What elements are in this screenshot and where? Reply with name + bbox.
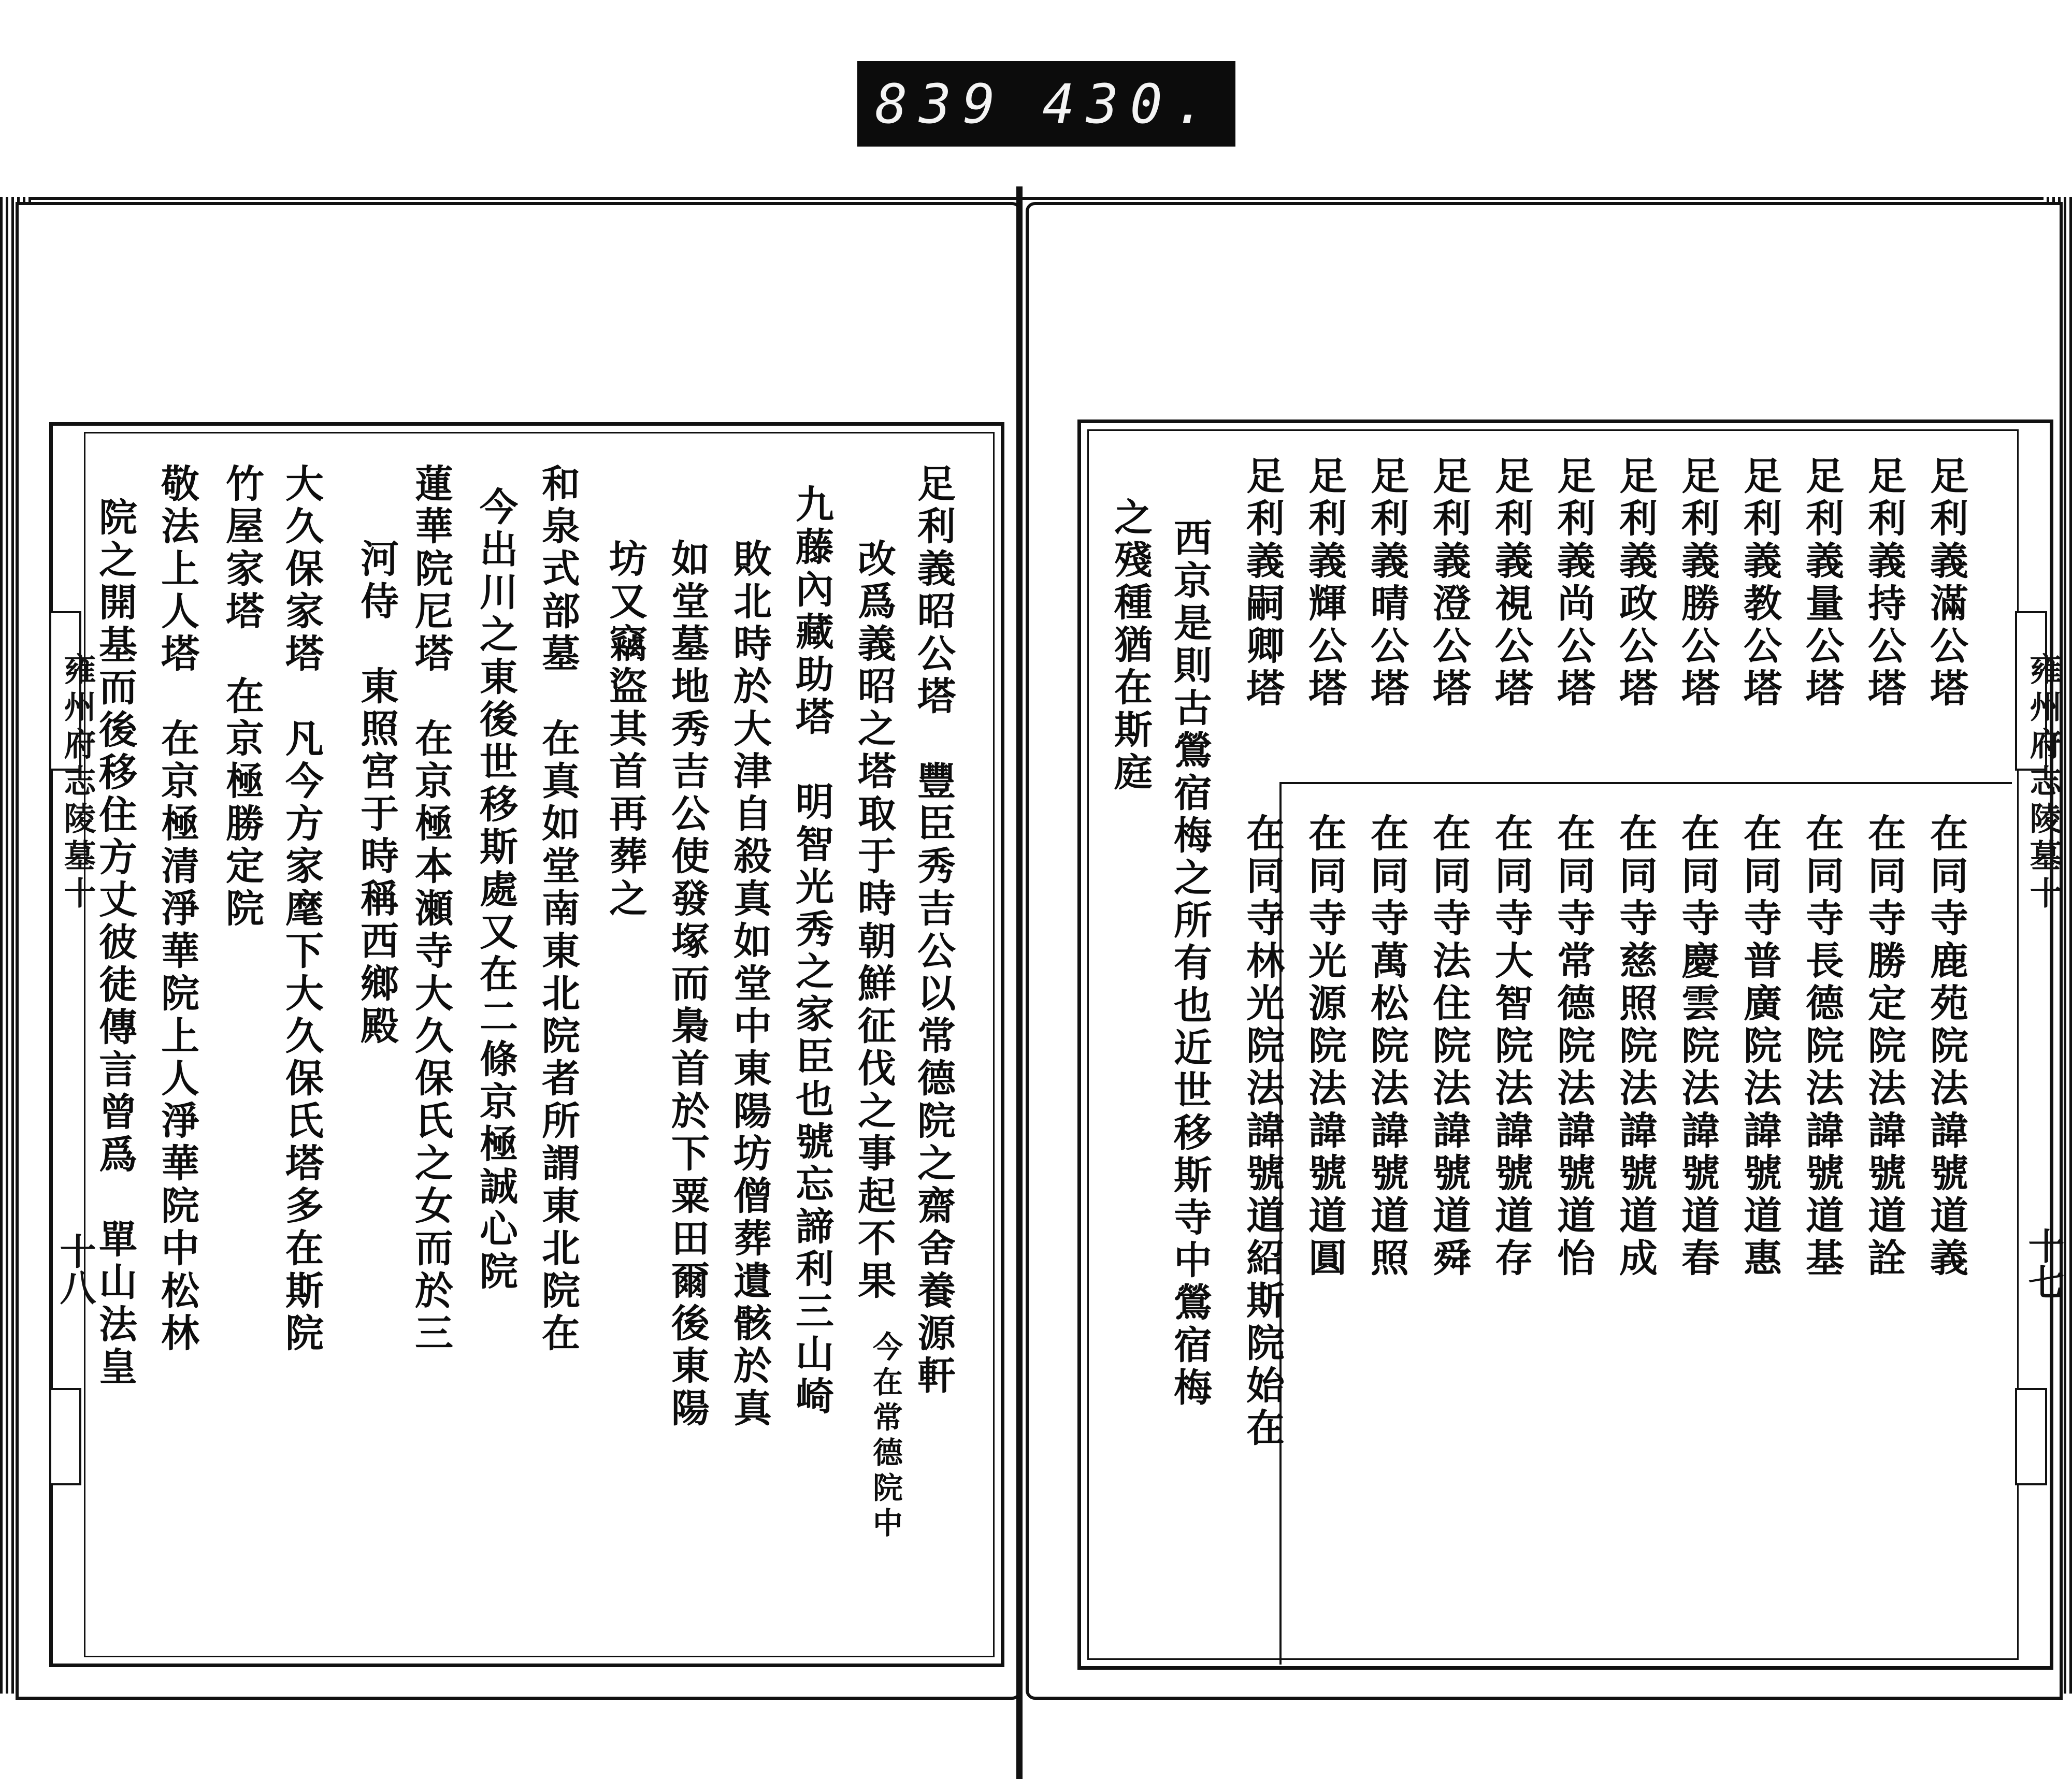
right-lower-column-10: 在同寺萬松院法諱號道照 (1364, 813, 1409, 1280)
right-lower-column-11: 在同寺光源院法諱號道圓 (1302, 813, 1347, 1280)
right-lower-column-6: 在同寺慈照院法諱號道成 (1613, 813, 1658, 1280)
right-column-6: 足利義政公塔 (1613, 456, 1658, 711)
right-lower-column-2: 在同寺勝定院法諱號道詮 (1862, 813, 1906, 1280)
left-folio-number: 十八 (54, 1233, 97, 1305)
left-lower-fishtail-mark (49, 1388, 81, 1485)
right-lower-column-12: 在同寺林光院法諱號道紹斯院始在 (1240, 813, 1285, 1450)
right-column-1: 足利義滿公塔 (1924, 456, 1968, 711)
right-column-2: 足利義持公塔 (1862, 456, 1906, 711)
right-lower-column-1: 在同寺鹿苑院法諱號道義 (1924, 813, 1968, 1280)
left-column-14: 院之開基而後移住方丈彼徒傳言曾爲 單山法皇 (93, 497, 137, 1389)
left-column-5: 如堂墓地秀吉公使發塚而梟首於下粟田爾後東陽 (665, 539, 710, 1430)
right-lower-column-7: 在同寺常德院法諱號道怡 (1551, 813, 1595, 1280)
left-column-10: 河侍 東照宮于時稱西鄉殿 (354, 539, 399, 1048)
book-spine (1016, 186, 1023, 1779)
catalog-label-plate (857, 61, 1235, 147)
right-column-4: 足利義教公塔 (1737, 456, 1782, 711)
right-lower-fishtail-mark (2015, 1388, 2047, 1485)
left-column-7: 和泉式部墓 在真如堂南東北院者所謂東北院在 (536, 464, 580, 1355)
right-column-10: 足利義晴公塔 (1364, 456, 1409, 711)
left-column-11: 大久保家塔 凡今方家麾下大久保氏塔多在斯院 (279, 464, 324, 1355)
right-lower-column-3: 在同寺長德院法諱號道基 (1800, 813, 1844, 1280)
right-lower-column-4: 在同寺普廣院法諱號道惠 (1737, 813, 1782, 1280)
right-lower-column-8: 在同寺大智院法諱號道存 (1489, 813, 1533, 1280)
right-column-3: 足利義量公塔 (1800, 456, 1844, 711)
left-margin-title: 雍州府志陵墓十 (59, 653, 96, 914)
right-column-13: 西京是則古鶯宿梅之所有也近世移斯寺中鶯宿梅 (1168, 518, 1212, 1410)
right-lower-column-9: 在同寺法住院法諱號道舜 (1427, 813, 1471, 1280)
catalog-number-left: 839 (875, 72, 1007, 136)
book-top-edge (0, 197, 2072, 200)
left-column-4: 敗北時於大津自殺真如堂中東陽坊僧葬遺骸於真 (727, 539, 772, 1430)
right-column-11: 足利義輝公塔 (1302, 456, 1347, 711)
catalog-number-right: 430. (1042, 72, 1218, 136)
right-folio-number: 十七 (2022, 1227, 2065, 1300)
left-column-9: 蓮華院尼塔 在京極本瀬寺大久保氏之女而於三 (409, 464, 453, 1355)
left-column-2-note: 今在常德院中 (868, 1331, 903, 1542)
right-column-9: 足利義澄公塔 (1427, 456, 1471, 711)
right-column-14: 之殘種猶在斯庭 (1108, 497, 1153, 794)
left-column-12: 竹屋家塔 在京極勝定院 (220, 464, 264, 931)
right-column-8: 足利義視公塔 (1489, 456, 1533, 711)
left-column-2: 改爲義昭之塔取于時朝鮮征伐之事起不果 (852, 539, 896, 1303)
right-column-5: 足利義勝公塔 (1675, 456, 1720, 711)
left-column-13: 敬法上人塔 在京極清淨華院上人淨華院中松林 (155, 464, 199, 1355)
right-margin-title: 雍州府志陵墓十 (2024, 653, 2062, 914)
right-lower-column-5: 在同寺慶雲院法諱號道春 (1675, 813, 1720, 1280)
left-column-3: 九藤內藏助塔 明智光秀之家臣也號忘諦利三山崎 (789, 484, 834, 1419)
left-column-1: 足利義昭公塔 豐臣秀吉公以常德院之齋舍養源軒 (911, 464, 956, 1398)
right-column-12: 足利義嗣卿塔 (1240, 456, 1285, 711)
right-column-7: 足利義尚公塔 (1551, 456, 1595, 711)
left-column-8: 今出川之東後世移斯處又在二條京極誠心院 (473, 487, 518, 1294)
left-column-6: 坊又竊盜其首再葬之 (603, 539, 648, 921)
